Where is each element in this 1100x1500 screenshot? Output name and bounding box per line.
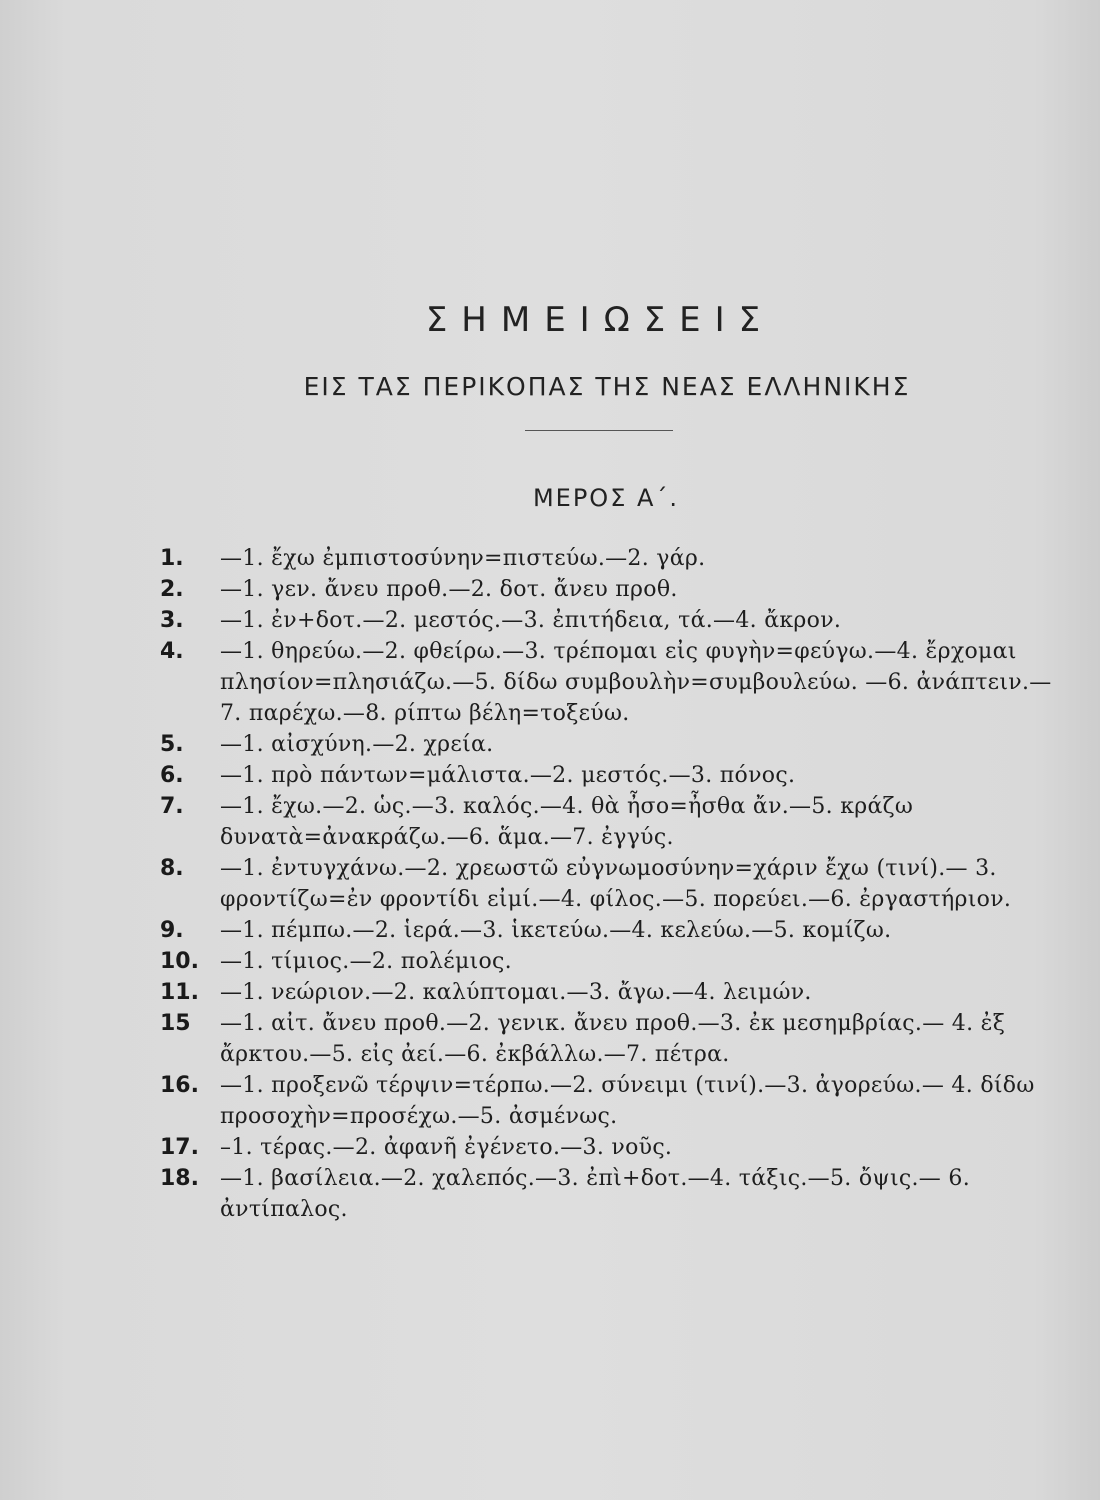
note-number: 1. <box>160 546 184 571</box>
part-heading: ΜΕΡΟΣ Α΄. <box>532 484 680 512</box>
page-subtitle: ΕΙΣ ΤΑΣ ΠΕΡΙΚΟΠΑΣ ΤΗΣ ΝΕΑΣ ΕΛΛΗΝΙΚΗΣ <box>303 372 911 401</box>
note-number: 8. <box>160 856 184 881</box>
note-text: —1. πρὸ πάντων=μάλιστα.—2. μεστός.—3. πόνος. <box>220 763 796 788</box>
note-text: —1. νεώριον.—2. καλύπτομαι.—3. ἄγω.—4. λειμών. <box>220 980 812 1005</box>
note-entry <box>160 915 1060 946</box>
note-entry <box>160 605 1060 636</box>
note-entry <box>160 1070 1060 1132</box>
note-entry <box>160 1163 1060 1225</box>
note-number: 11. <box>160 980 199 1005</box>
note-entry <box>160 729 1060 760</box>
note-number: 17. <box>160 1135 199 1160</box>
note-text: —1. ἐν+δοτ.—2. μεστός.—3. ἐπιτήδεια, τά.—4. ἄκρον. <box>220 608 842 633</box>
note-number: 10. <box>160 949 199 974</box>
note-text: —1. ἔχω ἐμπιστοσύνην=πιστεύω.—2. γάρ. <box>220 546 706 571</box>
note-number: 9. <box>160 918 184 943</box>
note-text: —1. γεν. ἄνευ προθ.—2. δοτ. ἄνευ προθ. <box>220 577 678 602</box>
note-number: 2. <box>160 577 184 602</box>
note-text: —1. προξενῶ τέρψιν=τέρπω.—2. σύνειμι (τινί).—3. ἀγορεύω.— 4. δίδω προσοχὴν=προσέχω.—5. ἀσμένως. <box>220 1073 1035 1129</box>
note-text: —1. τίμιος.—2. πολέμιος. <box>220 949 512 974</box>
note-entry <box>160 977 1060 1008</box>
note-text: —1. πέμπω.—2. ἱερά.—3. ἱκετεύω.—4. κελεύω.—5. κομίζω. <box>220 918 892 943</box>
note-entry <box>160 946 1060 977</box>
note-text: —1. ἔχω.—2. ὡς.—3. καλός.—4. θὰ ἦσο=ἦσθα ἄν.—5. κράζω δυνατὰ=ἀνακράζω.—6. ἅμα.—7. ἐγγύς. <box>220 794 914 850</box>
note-entry <box>160 574 1060 605</box>
note-number: 5. <box>160 732 184 757</box>
title-divider <box>525 430 673 431</box>
note-number: 3. <box>160 608 184 633</box>
note-number: 16. <box>160 1073 199 1098</box>
note-entry <box>160 543 1060 574</box>
note-text: —1. αἰτ. ἄνευ προθ.—2. γενικ. ἄνευ προθ.—3. ἐκ μεσημβρίας.— 4. ἐξ ἄρκτου.—5. εἰς ἀεί.—6. ἐκβάλλω.—7. πέτρα. <box>220 1011 1006 1067</box>
note-number: 6. <box>160 763 184 788</box>
note-entry <box>160 760 1060 791</box>
note-number: 18. <box>160 1166 199 1191</box>
note-text: —1. θηρεύω.—2. φθείρω.—3. τρέπομαι εἰς φυγὴν=φεύγω.—4. ἔρχομαι πλησίον=πλησιάζω.—5. δίδω συμβουλὴν=συμβουλεύω. —6. ἀνάπτειν.—7. παρέχω.—8. ρίπτω βέλη=τοξεύω. <box>220 639 1052 726</box>
notes-list <box>160 543 1060 1225</box>
note-entry <box>160 636 1060 729</box>
note-entry <box>160 1008 1060 1070</box>
note-entry <box>160 1132 1060 1163</box>
note-number: 4. <box>160 639 184 664</box>
note-text: —1. βασίλεια.—2. χαλεπός.—3. ἐπὶ+δοτ.—4. τάξις.—5. ὄψις.— 6. ἀντίπαλος. <box>220 1166 970 1222</box>
note-text: —1. ἐντυγχάνω.—2. χρεωστῶ εὐγνωμοσύνην=χάριν ἔχω (τινί).— 3. φροντίζω=ἐν φροντίδι εἰμί.—4. φίλος.—5. πορεύει.—6. ἐργαστήριον. <box>220 856 1012 912</box>
note-text: –1. τέρας.—2. ἀφανῆ ἐγένετο.—3. νοῦς. <box>220 1135 673 1160</box>
note-number: 15 <box>160 1011 191 1036</box>
note-entry <box>160 791 1060 853</box>
note-entry <box>160 853 1060 915</box>
page-title: ΣΗΜΕΙΩΣΕΙΣ <box>425 300 775 340</box>
note-text: —1. αἰσχύνη.—2. χρεία. <box>220 732 494 757</box>
note-number: 7. <box>160 794 184 819</box>
